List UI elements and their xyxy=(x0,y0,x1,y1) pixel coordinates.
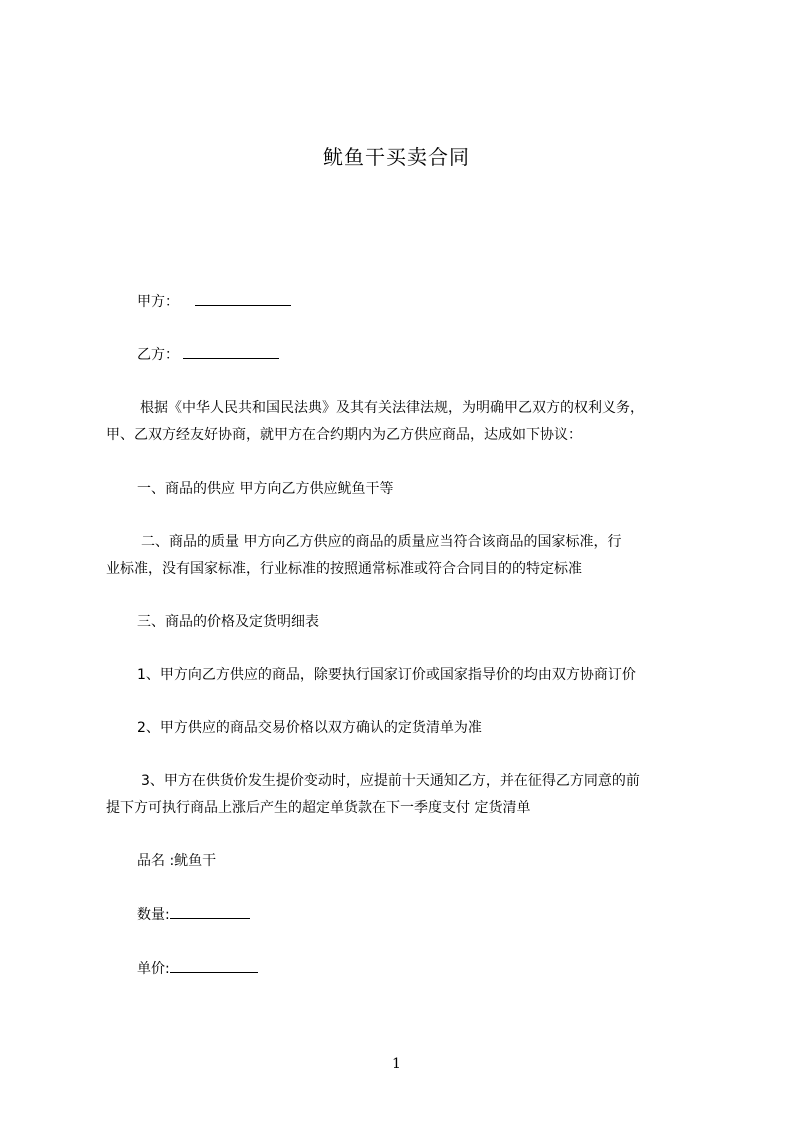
item-3-line-2: 提下方可执行商品上涨后产生的超定单货款在下一季度支付 定货清单 xyxy=(106,800,531,816)
party-a-blank[interactable] xyxy=(195,291,291,306)
document-title: 鱿鱼干买卖合同 xyxy=(323,145,470,169)
section-1: 一、商品的供应 甲方向乙方供应鱿鱼干等 xyxy=(137,481,394,497)
party-b-blank[interactable] xyxy=(183,344,279,359)
unit-price-line xyxy=(137,958,258,979)
preamble-line-1: 根据《中华人民共和国民法典》及其有关法律法规，为明确甲乙双方的权利义务， xyxy=(140,400,644,416)
section-2-line-2: 业标准，没有国家标准，行业标准的按照通常标准或符合合同目的的特定标准 xyxy=(106,561,582,577)
preamble-line-2: 甲、乙双方经友好协商，就甲方在合约期内为乙方供应商品，达成如下协议： xyxy=(106,427,582,443)
page-number: 1 xyxy=(392,1056,401,1072)
product-name: 品名 :鱿鱼干 xyxy=(137,853,217,869)
quantity-line xyxy=(137,904,250,925)
section-3: 三、商品的价格及定货明细表 xyxy=(137,614,319,630)
party-b-line xyxy=(137,344,279,365)
unit-price-label: 单价: xyxy=(137,961,170,977)
party-a-label: 甲方： xyxy=(137,294,179,310)
unit-price-blank[interactable] xyxy=(170,958,258,973)
quantity-blank[interactable] xyxy=(170,904,250,919)
section-2-line-1: 二、商品的质量 甲方向乙方供应的商品的质量应当符合该商品的国家标准，行 xyxy=(141,534,622,550)
party-a-line xyxy=(137,291,291,312)
item-3-line-1: 3、甲方在供货价发生提价变动时，应提前十天通知乙方，并在征得乙方同意的前 xyxy=(141,773,640,789)
quantity-label: 数量: xyxy=(137,907,170,923)
party-b-label: 乙方： xyxy=(137,347,179,363)
item-2: 2、甲方供应的商品交易价格以双方确认的定货清单为准 xyxy=(137,720,482,736)
item-1: 1、甲方向乙方供应的商品，除要执行国家订价或国家指导价的均由双方协商订价 xyxy=(137,667,636,683)
